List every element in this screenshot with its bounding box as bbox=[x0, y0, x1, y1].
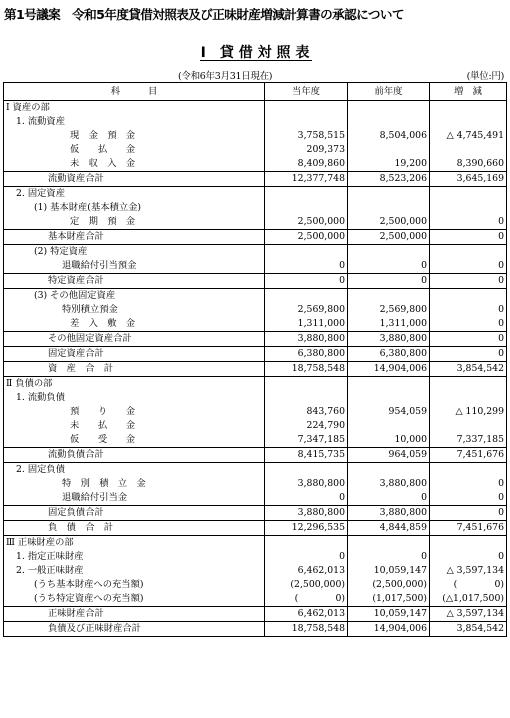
change-value bbox=[430, 115, 507, 129]
current-year-value: 8,415,735 bbox=[265, 448, 348, 463]
table-row bbox=[4, 259, 507, 274]
row-label: Ⅲ 正味財産の部 bbox=[4, 536, 265, 551]
current-year-value: 2,569,800 bbox=[265, 303, 348, 317]
table-row bbox=[4, 317, 507, 332]
previous-year-value bbox=[348, 201, 430, 215]
table-row bbox=[4, 215, 507, 230]
current-year-value: 3,880,800 bbox=[265, 506, 348, 521]
change-value: 0 bbox=[430, 317, 507, 332]
change-value bbox=[430, 101, 507, 116]
row-label: Ⅱ 負債の部 bbox=[4, 377, 265, 392]
row-label: 仮 受 金 bbox=[4, 433, 265, 448]
table-row bbox=[4, 230, 507, 245]
previous-year-value bbox=[348, 245, 430, 260]
table-row bbox=[4, 550, 507, 564]
previous-year-value: 0 bbox=[348, 491, 430, 506]
previous-year-value: 0 bbox=[348, 550, 430, 564]
current-year-value: 2,500,000 bbox=[265, 230, 348, 245]
current-year-value: 209,373 bbox=[265, 143, 348, 157]
previous-year-value bbox=[348, 289, 430, 304]
change-value: 7,451,676 bbox=[430, 521, 507, 536]
change-value: △ 3,597,134 bbox=[430, 564, 507, 578]
table-row bbox=[4, 622, 507, 637]
row-label: 預 り 金 bbox=[4, 405, 265, 419]
table-row bbox=[4, 536, 507, 551]
current-year-value bbox=[265, 463, 348, 478]
table-row bbox=[4, 101, 507, 116]
table-row bbox=[4, 172, 507, 187]
header-previous-year: 前年度 bbox=[348, 83, 430, 101]
current-year-value bbox=[265, 377, 348, 392]
document-title: 第1号議案 令和5年度貸借対照表及び正味財産増減計算書の承認について bbox=[4, 7, 404, 22]
change-value: 7,337,185 bbox=[430, 433, 507, 448]
row-label: 退職給付引当預金 bbox=[4, 259, 265, 274]
previous-year-value: 3,880,800 bbox=[348, 506, 430, 521]
change-value: 0 bbox=[430, 491, 507, 506]
row-label: 固定負債合計 bbox=[4, 506, 265, 521]
table-row bbox=[4, 201, 507, 215]
table-header-row bbox=[4, 83, 507, 101]
change-value: △ 3,597,134 bbox=[430, 607, 507, 622]
row-label: 資 産 合 計 bbox=[4, 362, 265, 377]
change-value bbox=[430, 536, 507, 551]
previous-year-value: 2,500,000 bbox=[348, 215, 430, 230]
change-value: 3,645,169 bbox=[430, 172, 507, 187]
previous-year-value: 3,880,800 bbox=[348, 332, 430, 347]
current-year-value bbox=[265, 391, 348, 405]
current-year-value: 8,409,860 bbox=[265, 157, 348, 172]
row-label: Ⅰ 資産の部 bbox=[4, 101, 265, 116]
table-row bbox=[4, 491, 507, 506]
change-value bbox=[430, 187, 507, 202]
current-year-value: 12,377,748 bbox=[265, 172, 348, 187]
previous-year-value bbox=[348, 101, 430, 116]
row-label: 2. 固定負債 bbox=[4, 463, 265, 478]
as-of-date: (令和6年3月31日現在) bbox=[178, 71, 273, 82]
row-label: 基本財産合計 bbox=[4, 230, 265, 245]
change-value: ( 0) bbox=[430, 578, 507, 592]
table-row bbox=[4, 506, 507, 521]
previous-year-value: 964,059 bbox=[348, 448, 430, 463]
current-year-value: 224,790 bbox=[265, 419, 348, 433]
change-value bbox=[430, 201, 507, 215]
change-value: 0 bbox=[430, 550, 507, 564]
table-row bbox=[4, 115, 507, 129]
change-value bbox=[430, 377, 507, 392]
row-label: 特別積立預金 bbox=[4, 303, 265, 317]
previous-year-value: (1,017,500) bbox=[348, 592, 430, 607]
row-label: その他固定資産合計 bbox=[4, 332, 265, 347]
current-year-value: 18,758,548 bbox=[265, 622, 348, 637]
table-row bbox=[4, 564, 507, 578]
row-label: 負 債 合 計 bbox=[4, 521, 265, 536]
current-year-value: 6,380,800 bbox=[265, 347, 348, 362]
previous-year-value: 0 bbox=[348, 274, 430, 289]
current-year-value bbox=[265, 289, 348, 304]
change-value bbox=[430, 463, 507, 478]
previous-year-value: 8,523,206 bbox=[348, 172, 430, 187]
current-year-value: ( 0) bbox=[265, 592, 348, 607]
previous-year-value: 3,880,800 bbox=[348, 477, 430, 491]
previous-year-value bbox=[348, 143, 430, 157]
table-row bbox=[4, 463, 507, 478]
previous-year-value: 0 bbox=[348, 259, 430, 274]
table-row bbox=[4, 391, 507, 405]
previous-year-value: 10,000 bbox=[348, 433, 430, 448]
header-current-year: 当年度 bbox=[265, 83, 348, 101]
previous-year-value bbox=[348, 391, 430, 405]
previous-year-value bbox=[348, 377, 430, 392]
row-label: 退職給付引当金 bbox=[4, 491, 265, 506]
change-value: 0 bbox=[430, 215, 507, 230]
table-row bbox=[4, 289, 507, 304]
row-label: 仮 払 金 bbox=[4, 143, 265, 157]
balance-sheet-title: Ⅰ 貸 借 対 照 表 bbox=[200, 45, 310, 61]
current-year-value: 6,462,013 bbox=[265, 564, 348, 578]
title-underline bbox=[200, 60, 312, 61]
current-year-value bbox=[265, 245, 348, 260]
current-year-value: 6,462,013 bbox=[265, 607, 348, 622]
change-value: 0 bbox=[430, 506, 507, 521]
previous-year-value: 4,844,859 bbox=[348, 521, 430, 536]
table-row bbox=[4, 245, 507, 260]
change-value: △ 110,299 bbox=[430, 405, 507, 419]
row-label: 固定資産合計 bbox=[4, 347, 265, 362]
previous-year-value: 2,569,800 bbox=[348, 303, 430, 317]
previous-year-value: 10,059,147 bbox=[348, 564, 430, 578]
current-year-value: 2,500,000 bbox=[265, 215, 348, 230]
row-label: 正味財産合計 bbox=[4, 607, 265, 622]
row-label: (2) 特定資産 bbox=[4, 245, 265, 260]
current-year-value: 3,880,800 bbox=[265, 332, 348, 347]
row-label: 差 入 敷 金 bbox=[4, 317, 265, 332]
row-label: 現 金 預 金 bbox=[4, 129, 265, 143]
change-value: 0 bbox=[430, 477, 507, 491]
change-value: (△1,017,500) bbox=[430, 592, 507, 607]
previous-year-value bbox=[348, 419, 430, 433]
current-year-value bbox=[265, 187, 348, 202]
row-label: 負債及び正味財産合計 bbox=[4, 622, 265, 637]
row-label: 未 収 入 金 bbox=[4, 157, 265, 172]
current-year-value: 7,347,185 bbox=[265, 433, 348, 448]
previous-year-value: 19,200 bbox=[348, 157, 430, 172]
change-value: 7,451,676 bbox=[430, 448, 507, 463]
previous-year-value: 1,311,000 bbox=[348, 317, 430, 332]
table-row bbox=[4, 419, 507, 433]
current-year-value bbox=[265, 536, 348, 551]
current-year-value bbox=[265, 101, 348, 116]
previous-year-value: (2,500,000) bbox=[348, 578, 430, 592]
row-label: 2. 固定資産 bbox=[4, 187, 265, 202]
table-row bbox=[4, 129, 507, 143]
previous-year-value bbox=[348, 187, 430, 202]
current-year-value: 0 bbox=[265, 274, 348, 289]
current-year-value: 1,311,000 bbox=[265, 317, 348, 332]
change-value: 3,854,542 bbox=[430, 622, 507, 637]
previous-year-value bbox=[348, 536, 430, 551]
change-value bbox=[430, 419, 507, 433]
change-value bbox=[430, 245, 507, 260]
table-row bbox=[4, 157, 507, 172]
header-item: 科 目 bbox=[4, 83, 265, 101]
table-row bbox=[4, 377, 507, 392]
current-year-value: 0 bbox=[265, 259, 348, 274]
row-label: 2. 一般正味財産 bbox=[4, 564, 265, 578]
change-value bbox=[430, 391, 507, 405]
previous-year-value bbox=[348, 115, 430, 129]
table-row bbox=[4, 578, 507, 592]
table-row bbox=[4, 405, 507, 419]
previous-year-value: 10,059,147 bbox=[348, 607, 430, 622]
table-row bbox=[4, 592, 507, 607]
current-year-value: 0 bbox=[265, 550, 348, 564]
table-row bbox=[4, 362, 507, 377]
change-value: 3,854,542 bbox=[430, 362, 507, 377]
previous-year-value: 8,504,006 bbox=[348, 129, 430, 143]
row-label: (1) 基本財産(基本積立金) bbox=[4, 201, 265, 215]
current-year-value: 3,758,515 bbox=[265, 129, 348, 143]
change-value: 0 bbox=[430, 274, 507, 289]
current-year-value: 3,880,800 bbox=[265, 477, 348, 491]
change-value: 0 bbox=[430, 332, 507, 347]
previous-year-value: 2,500,000 bbox=[348, 230, 430, 245]
row-label: 特定資産合計 bbox=[4, 274, 265, 289]
change-value: 0 bbox=[430, 303, 507, 317]
current-year-value: 12,296,535 bbox=[265, 521, 348, 536]
change-value: 8,390,660 bbox=[430, 157, 507, 172]
row-label: 1. 指定正味財産 bbox=[4, 550, 265, 564]
table-body bbox=[4, 101, 507, 637]
change-value: 0 bbox=[430, 347, 507, 362]
row-label: 1. 流動資産 bbox=[4, 115, 265, 129]
row-label: 流動資産合計 bbox=[4, 172, 265, 187]
row-label: (うち特定資産への充当額) bbox=[4, 592, 265, 607]
change-value: 0 bbox=[430, 230, 507, 245]
table-row bbox=[4, 433, 507, 448]
row-label: 1. 流動負債 bbox=[4, 391, 265, 405]
previous-year-value: 954,059 bbox=[348, 405, 430, 419]
row-label: (うち基本財産への充当額) bbox=[4, 578, 265, 592]
previous-year-value bbox=[348, 463, 430, 478]
row-label: 流動負債合計 bbox=[4, 448, 265, 463]
table-row bbox=[4, 143, 507, 157]
change-value bbox=[430, 289, 507, 304]
table-row bbox=[4, 477, 507, 491]
previous-year-value: 14,904,006 bbox=[348, 362, 430, 377]
current-year-value bbox=[265, 115, 348, 129]
row-label: 未 払 金 bbox=[4, 419, 265, 433]
table-row bbox=[4, 274, 507, 289]
previous-year-value: 6,380,800 bbox=[348, 347, 430, 362]
row-label: (3) その他固定資産 bbox=[4, 289, 265, 304]
table-row bbox=[4, 607, 507, 622]
current-year-value: 843,760 bbox=[265, 405, 348, 419]
change-value: 0 bbox=[430, 259, 507, 274]
table-row bbox=[4, 448, 507, 463]
previous-year-value: 14,904,006 bbox=[348, 622, 430, 637]
table-row bbox=[4, 521, 507, 536]
table-row bbox=[4, 303, 507, 317]
current-year-value: (2,500,000) bbox=[265, 578, 348, 592]
current-year-value bbox=[265, 201, 348, 215]
row-label: 定 期 預 金 bbox=[4, 215, 265, 230]
change-value bbox=[430, 143, 507, 157]
table-row bbox=[4, 187, 507, 202]
current-year-value: 0 bbox=[265, 491, 348, 506]
header-change: 増 減 bbox=[430, 83, 507, 101]
table-row bbox=[4, 347, 507, 362]
change-value: △ 4,745,491 bbox=[430, 129, 507, 143]
balance-sheet-table bbox=[3, 82, 507, 637]
table-row bbox=[4, 332, 507, 347]
row-label: 特 別 積 立 金 bbox=[4, 477, 265, 491]
current-year-value: 18,758,548 bbox=[265, 362, 348, 377]
unit-note: (単位:円) bbox=[466, 71, 504, 82]
